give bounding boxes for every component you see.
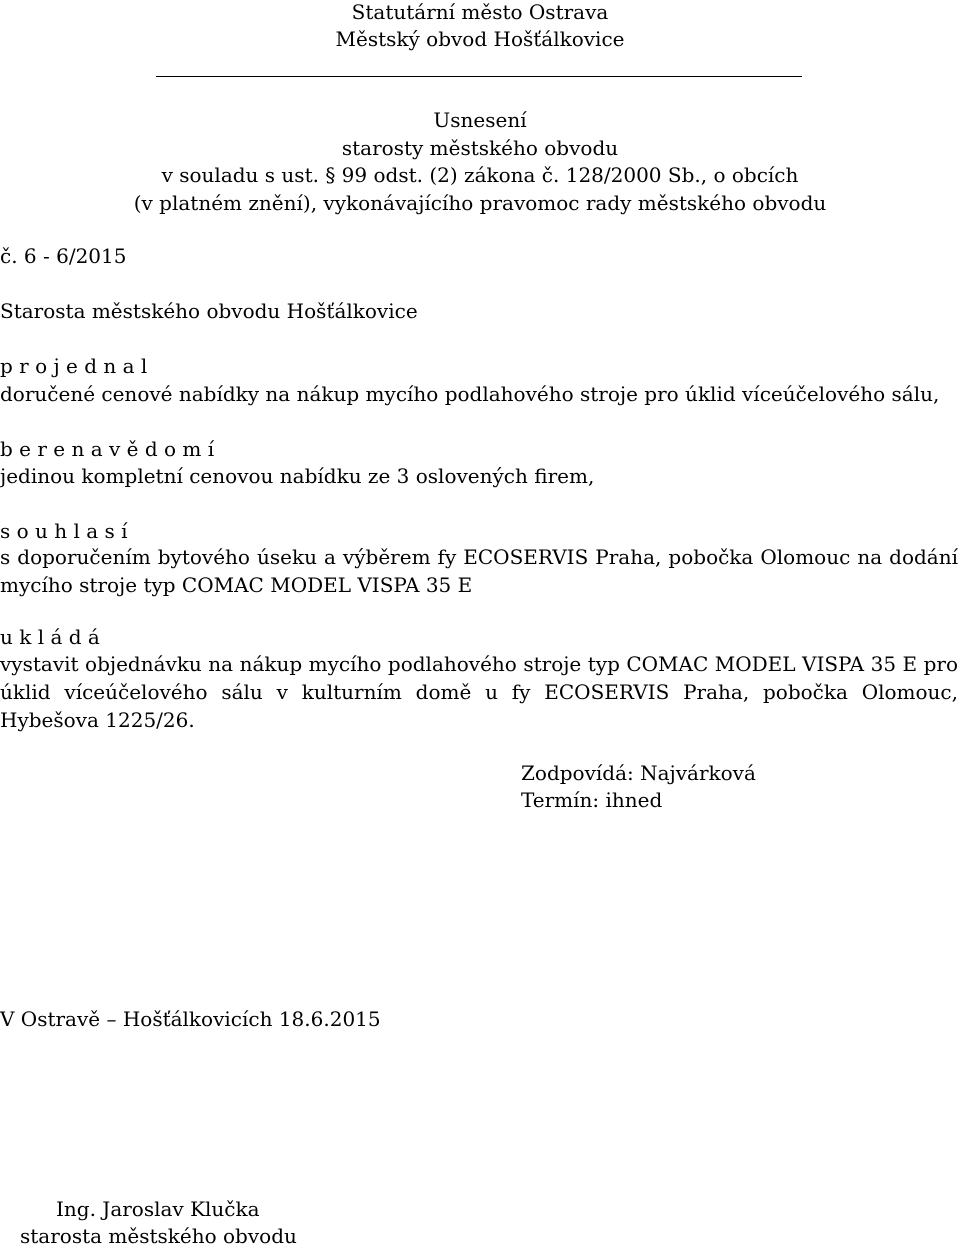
keyword-uklada: u k l á d á <box>0 625 100 649</box>
signatory-role: starosta městského obvodu <box>20 1224 297 1248</box>
keyword-souhlasi: s o u h l a s í <box>0 519 128 543</box>
keyword-bere-na-vedomi: b e r e n a v ě d o m í <box>0 437 215 461</box>
resolution-author: Starosta městského obvodu Hošťálkovice <box>0 299 418 323</box>
header-district: Městský obvod Hošťálkovice <box>335 27 625 51</box>
keyword-projednal: p r o j e d n a l <box>0 354 148 378</box>
text-souhlasi: s doporučením bytového úseku a výběrem fy ECOSERVIS Praha, pobočka Olomouc na dodání mycího stroje typ COMAC MODEL VISPA 35 E <box>0 545 958 597</box>
responsible-person: Zodpovídá: Najvárková <box>521 761 756 785</box>
place-and-date: V Ostravě – Hošťálkovicích 18.6.2015 <box>0 1007 381 1031</box>
header-city: Statutární město Ostrava <box>351 0 609 24</box>
legal-basis-line-2: (v platném znění), vykonávajícího pravomoc rady městského obvodu <box>133 191 827 215</box>
text-uklada: vystavit objednávku na nákup mycího podlahového stroje typ COMAC MODEL VISPA 35 E pro úklid víceúčelového sálu v kulturním domě u fy ECOSERVIS Praha, pobočka Olomouc, Hybešova 1225/26. <box>0 652 958 732</box>
legal-basis-line-1: v souladu s ust. § 99 odst. (2) zákona č. 128/2000 Sb., o obcích <box>161 163 799 187</box>
text-projednal: doručené cenové nabídky na nákup mycího podlahového stroje pro úklid víceúčelového sálu, <box>0 382 940 406</box>
text-bere-na-vedomi: jedinou kompletní cenovou nabídku ze 3 oslovených firem, <box>0 464 595 488</box>
signatory-name: Ing. Jaroslav Klučka <box>56 1197 260 1221</box>
resolution-number: č. 6 - 6/2015 <box>0 244 127 268</box>
deadline: Termín: ihned <box>521 788 663 812</box>
document-title: Usnesení <box>433 108 527 132</box>
header-divider <box>156 76 802 77</box>
document-subtitle: starosty městského obvodu <box>341 136 619 160</box>
